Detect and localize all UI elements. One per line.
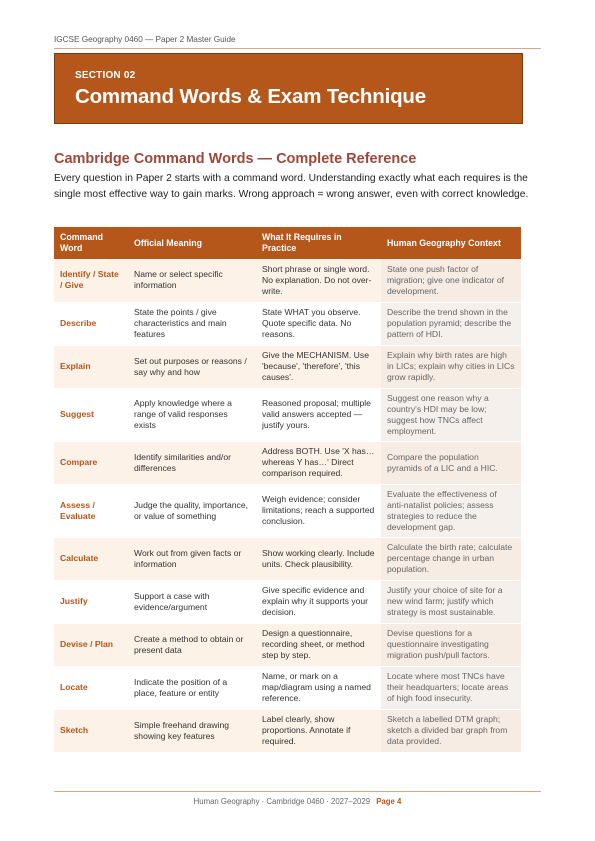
table-row <box>54 441 521 484</box>
command-word-cell: Describe <box>54 302 128 345</box>
meaning-cell: Support a case with evidence/argument <box>128 580 256 623</box>
practice-cell: Design a questionnaire, recording sheet, or method step by step. <box>256 623 381 666</box>
header-context: Human Geography Context <box>381 227 521 259</box>
command-word-cell: Calculate <box>54 537 128 580</box>
section-heading: Cambridge Command Words — Complete Reference <box>54 151 417 167</box>
meaning-cell: Indicate the position of a place, feature or entity <box>128 666 256 709</box>
intro-paragraph: Every question in Paper 2 starts with a command word. Understanding exactly what each requires is the single most effective way to gain marks. Wrong approach = wrong answer, even with correct knowledge. <box>54 173 529 200</box>
table-header-row <box>54 227 521 259</box>
meaning-cell: Work out from given facts or information <box>128 537 256 580</box>
context-cell: Justify your choice of site for a new wind farm; justify which strategy is most sustainable. <box>381 580 521 623</box>
context-cell: Describe the trend shown in the population pyramid; describe the pattern of HDI. <box>381 302 521 345</box>
practice-cell: Reasoned proposal; multiple valid answers accepted — justify yours. <box>256 388 381 441</box>
command-word-cell: Locate <box>54 666 128 709</box>
header-practice: What It Requires in Practice <box>256 227 381 259</box>
header-command-word: Command Word <box>54 227 128 259</box>
table-row <box>54 345 521 388</box>
practice-cell: Label clearly, show proportions. Annotate if required. <box>256 709 381 752</box>
practice-cell: Name, or mark on a map/diagram using a named reference. <box>256 666 381 709</box>
table-row <box>54 484 521 537</box>
practice-cell: Short phrase or single word. No explanation. Do not over-write. <box>256 259 381 302</box>
context-cell: Calculate the birth rate; calculate percentage change in urban population. <box>381 537 521 580</box>
footer-text: Human Geography · Cambridge 0460 · 2027–2029 <box>193 797 371 806</box>
practice-cell: Address BOTH. Use 'X has… whereas Y has…' Direct comparison required. <box>256 441 381 484</box>
command-word-cell: Identify / State / Give <box>54 259 128 302</box>
context-cell: Locate where most TNCs have their headquarters; locate areas of high food insecurity. <box>381 666 521 709</box>
command-word-cell: Justify <box>54 580 128 623</box>
command-words-table <box>54 227 521 753</box>
footer-divider <box>54 791 541 792</box>
page-footer <box>0 797 595 806</box>
meaning-cell: Create a method to obtain or present data <box>128 623 256 666</box>
command-word-cell: Devise / Plan <box>54 623 128 666</box>
context-cell: Devise questions for a questionnaire investigating migration push/pull factors. <box>381 623 521 666</box>
table-row <box>54 259 521 302</box>
practice-cell: Give specific evidence and explain why it supports your decision. <box>256 580 381 623</box>
meaning-cell: Simple freehand drawing showing key features <box>128 709 256 752</box>
command-word-cell: Compare <box>54 441 128 484</box>
page-number: Page 4 <box>376 797 402 806</box>
meaning-cell: Apply knowledge where a range of valid responses exists <box>128 388 256 441</box>
table-row <box>54 623 521 666</box>
command-word-cell: Explain <box>54 345 128 388</box>
command-word-cell: Suggest <box>54 388 128 441</box>
meaning-cell: Name or select specific information <box>128 259 256 302</box>
table-row <box>54 537 521 580</box>
section-banner <box>54 53 523 124</box>
table-row <box>54 709 521 752</box>
command-word-cell: Sketch <box>54 709 128 752</box>
command-word-cell: Assess / Evaluate <box>54 484 128 537</box>
header-official-meaning: Official Meaning <box>128 227 256 259</box>
header-divider <box>54 48 541 49</box>
context-cell: Suggest one reason why a country's HDI may be low; suggest how TNCs affect employment. <box>381 388 521 441</box>
practice-cell: Weigh evidence; consider limitations; reach a supported conclusion. <box>256 484 381 537</box>
table-row <box>54 388 521 441</box>
table-row <box>54 666 521 709</box>
practice-cell: Show working clearly. Include units. Check plausibility. <box>256 537 381 580</box>
meaning-cell: Judge the quality, importance, or value of something <box>128 484 256 537</box>
table-row <box>54 302 521 345</box>
practice-cell: Give the MECHANISM. Use 'because', 'therefore', 'this causes'. <box>256 345 381 388</box>
running-header: IGCSE Geography 0460 — Paper 2 Master Guide <box>54 35 236 44</box>
table-body <box>54 259 521 752</box>
context-cell: Sketch a labelled DTM graph; sketch a divided bar graph from data provided. <box>381 709 521 752</box>
context-cell: Compare the population pyramids of a LIC and a HIC. <box>381 441 521 484</box>
context-cell: Evaluate the effectiveness of anti-natalist policies; assess strategies to reduce the development gap. <box>381 484 521 537</box>
meaning-cell: Set out purposes or reasons / say why and how <box>128 345 256 388</box>
context-cell: Explain why birth rates are high in LICs; explain why cities in LICs grow rapidly. <box>381 345 521 388</box>
section-title: Command Words & Exam Technique <box>75 85 426 108</box>
meaning-cell: Identify similarities and/or differences <box>128 441 256 484</box>
meaning-cell: State the points / give characteristics and main features <box>128 302 256 345</box>
practice-cell: State WHAT you observe. Quote specific data. No reasons. <box>256 302 381 345</box>
table-row <box>54 580 521 623</box>
context-cell: State one push factor of migration; give one indicator of development. <box>381 259 521 302</box>
section-kicker: SECTION 02 <box>75 70 136 81</box>
